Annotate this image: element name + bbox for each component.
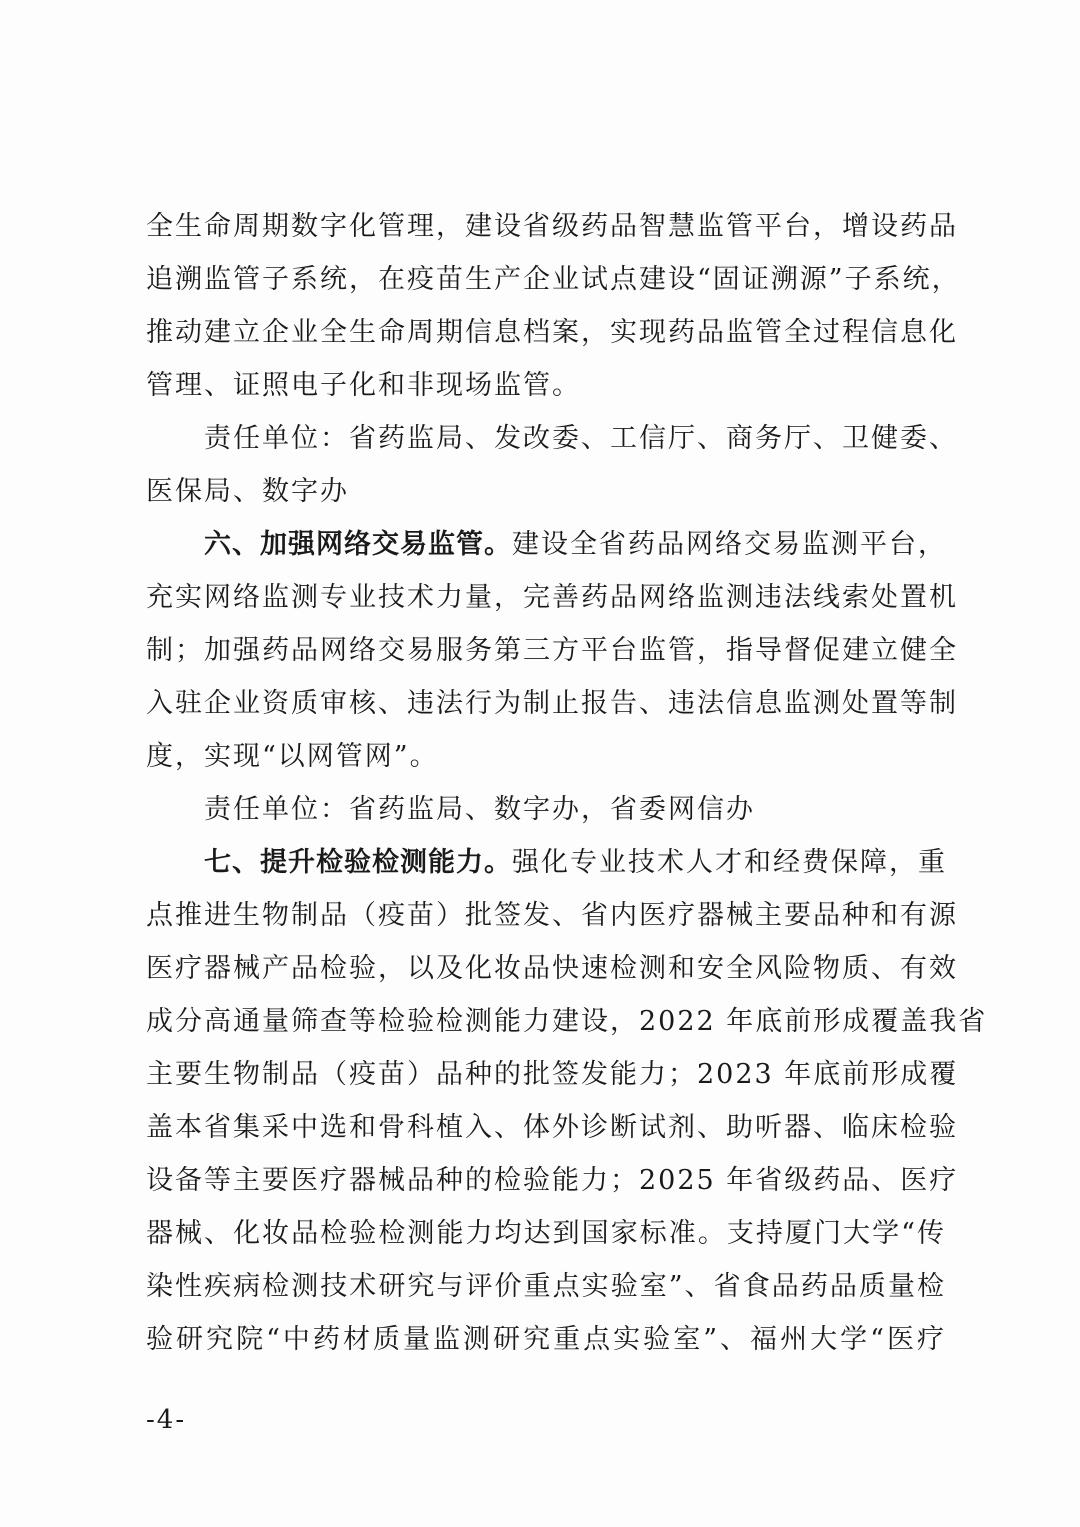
text-line: 验研究院“中药材质量监测研究重点实验室”、福州大学“医疗 [146, 1324, 946, 1355]
text-line: 染性疾病检测技术研究与评价重点实验室”、省食品药品质量检 [146, 1271, 946, 1302]
text-line: 成分高通量筛查等检验检测能力建设，2022 年底前形成覆盖我省 [146, 1006, 988, 1037]
paragraph-digital-management [146, 200, 961, 412]
text-line: 医疗器械产品检验，以及化妆品快速检测和安全风险物质、有效 [146, 953, 958, 984]
text-line: 设备等主要医疗器械品种的检验能力；2025 年省级药品、医疗 [146, 1165, 959, 1196]
text-line: 追溯监管子系统，在疫苗生产企业试点建设“固证溯源”子系统， [146, 264, 961, 295]
text-line: 管理、证照电子化和非现场监管。 [146, 370, 581, 401]
page-number: -4- [146, 1405, 187, 1435]
text-line: 主要生物制品（疫苗）品种的批签发能力；2023 年底前形成覆 [146, 1059, 959, 1090]
text-line: 器械、化妆品检验检测能力均达到国家标准。支持厦门大学“传 [146, 1218, 946, 1249]
text-line: 全生命周期数字化管理，建设省级药品智慧监管平台，增设药品 [146, 211, 958, 242]
text-line: 点推进生物制品（疫苗）批签发、省内医疗器械主要品种和有源 [146, 900, 958, 931]
text-line: 医保局、数字办 [146, 476, 349, 507]
text-line: 盖本省集采中选和骨科植入、体外诊断试剂、助听器、临床检验 [146, 1112, 958, 1143]
section-6-first-text: 建设全省药品网络交易监测平台， [512, 529, 947, 560]
section-7-first-line [146, 836, 946, 889]
section-7-heading: 七、提升检验检测能力。 [204, 847, 512, 878]
text-line: 充实网络监测专业技术力量，完善药品网络监测违法线索处置机 [146, 582, 958, 613]
section-6-network-trade [146, 518, 958, 783]
text-line: 入驻企业资质审核、违法行为制止报告、违法信息监测处置等制 [146, 688, 958, 719]
responsible-units-1 [146, 412, 958, 518]
section-6-heading: 六、加强网络交易监管。 [204, 529, 512, 560]
text-line: 制；加强药品网络交易服务第三方平台监管，指导督促建立健全 [146, 635, 958, 666]
text-line: 责任单位：省药监局、数字办，省委网信办 [204, 794, 755, 825]
text-line: 推动建立企业全生命周期信息档案，实现药品监管全过程信息化 [146, 317, 958, 348]
responsible-units-2 [146, 783, 946, 836]
document-body [146, 200, 988, 1366]
text-line: 度，实现“以网管网”。 [146, 741, 439, 772]
text-line: 责任单位：省药监局、发改委、工信厅、商务厅、卫健委、 [204, 423, 958, 454]
section-6-first-line [146, 518, 946, 571]
section-7-first-text: 强化专业技术人才和经费保障，重 [512, 847, 947, 878]
section-7-inspection-testing [146, 836, 988, 1366]
